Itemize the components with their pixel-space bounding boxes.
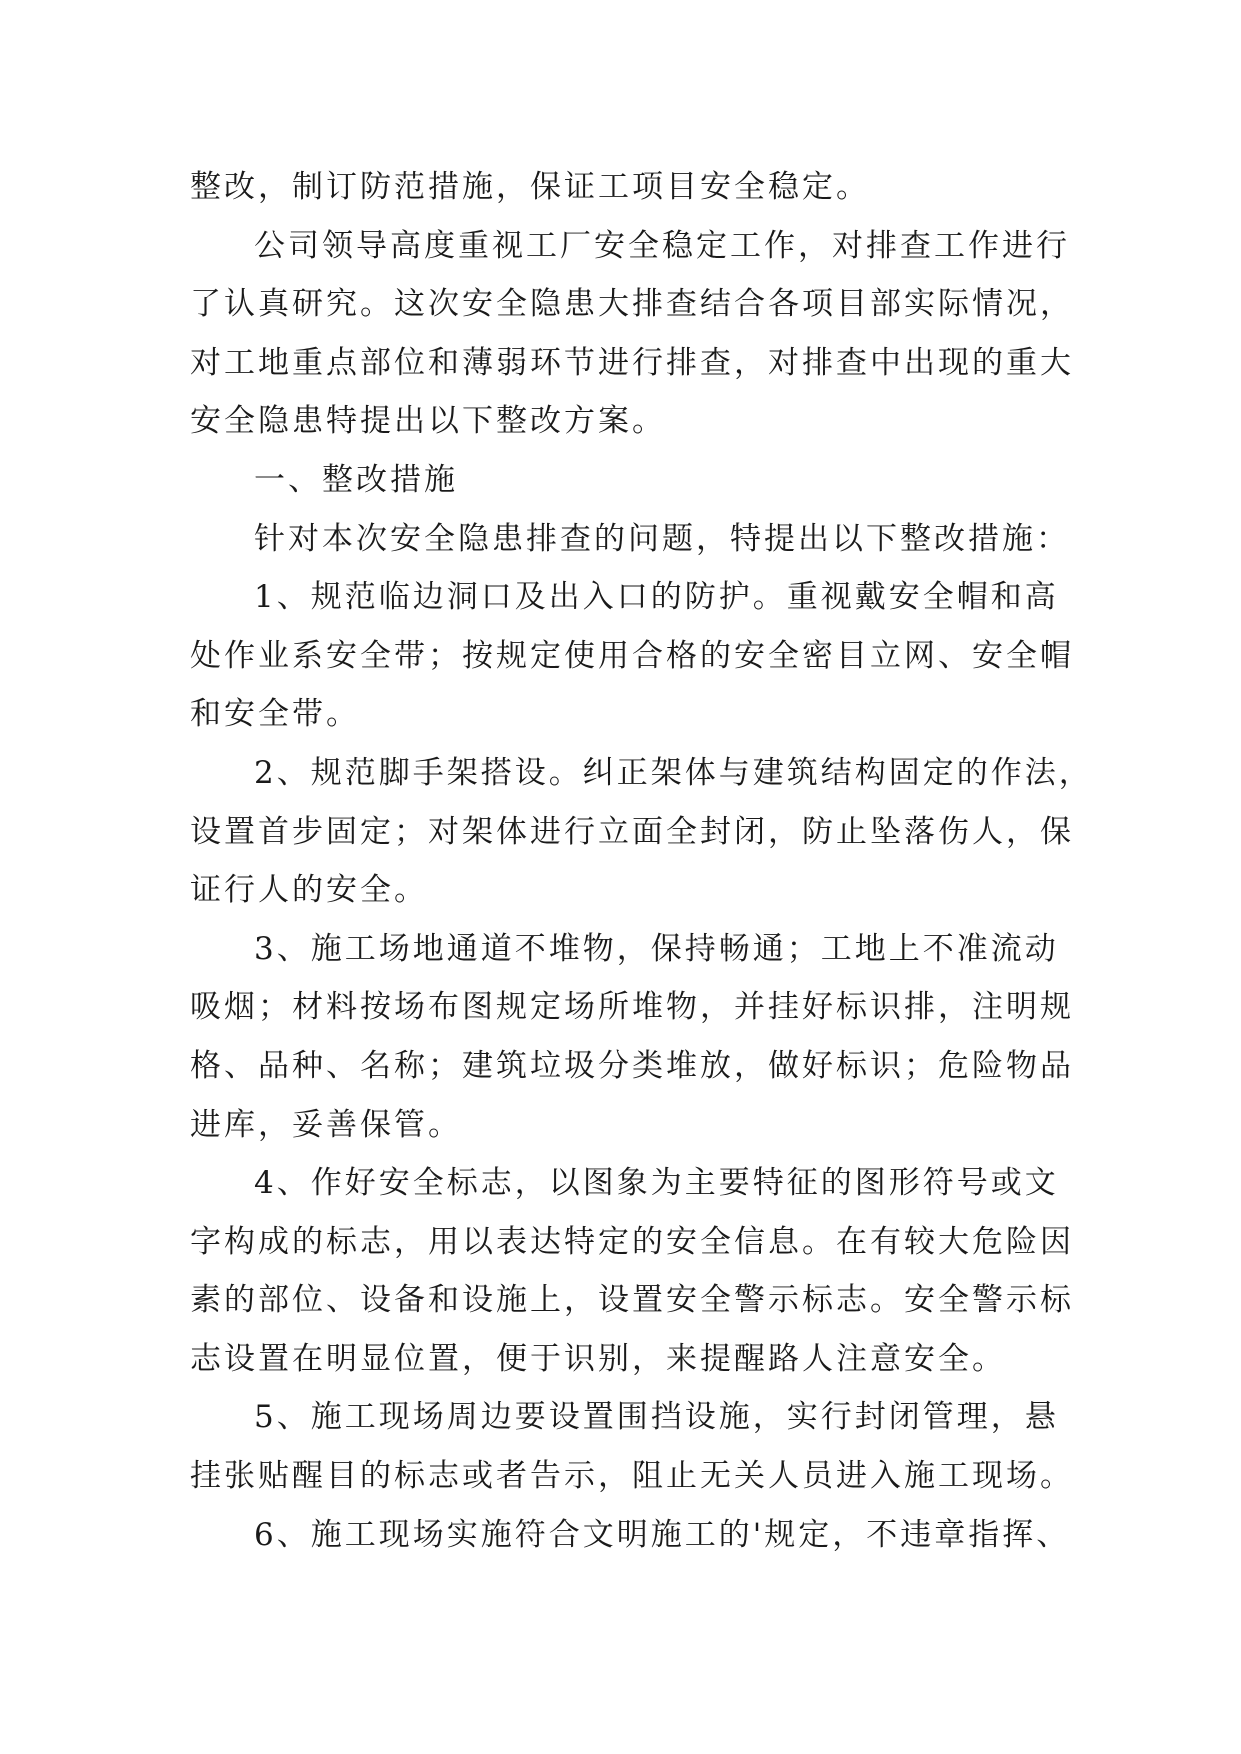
text-line: 进库，妥善保管。 (190, 1106, 462, 1143)
text-line: 证行人的安全。 (190, 872, 428, 909)
text-line: 5、施工现场周边要设置围挡设施，实行封闭管理，悬 (254, 1399, 1059, 1436)
text-line: 整改，制订防范措施，保证工项目安全稳定。 (190, 169, 870, 205)
text-line: 处作业系安全带；按规定使用合格的安全密目立网、安全帽 (190, 637, 1074, 674)
text-line: 对工地重点部位和薄弱环节进行排查，对排查中出现的重大 (190, 344, 1074, 381)
text-line: 安全隐患特提出以下整改方案。 (190, 403, 666, 440)
text-line: 志设置在明显位置，便于识别，来提醒路人注意安全。 (190, 1340, 1006, 1377)
text-line: 了认真研究。这次安全隐患大排查结合各项目部实际情况， (190, 286, 1074, 323)
text-line: 和安全带。 (190, 696, 360, 733)
text-line: 一、整改措施 (254, 461, 458, 498)
text-line: 2、规范脚手架搭设。纠正架体与建筑结构固定的作法， (254, 754, 1093, 791)
text-line: 公司领导高度重视工厂安全稳定工作，对排查工作进行 (254, 227, 1070, 264)
text-line: 1、规范临边洞口及出入口的防护。重视戴安全帽和高 (254, 579, 1059, 616)
text-line: 格、品种、名称；建筑垃圾分类堆放，做好标识；危险物品 (190, 1047, 1074, 1084)
text-line: 3、施工场地通道不堆物，保持畅通；工地上不准流动 (254, 930, 1059, 967)
text-line: 挂张贴醒目的标志或者告示，阻止无关人员进入施工现场。 (190, 1458, 1074, 1495)
text-line: 设置首步固定；对架体进行立面全封闭，防止坠落伤人，保 (190, 813, 1074, 850)
document-body (190, 158, 1093, 1564)
text-line: 素的部位、设备和设施上，设置安全警示标志。安全警示标 (190, 1282, 1074, 1319)
text-line: 吸烟；材料按场布图规定场所堆物，并挂好标识排，注明规 (190, 989, 1074, 1026)
text-line: 6、施工现场实施符合文明施工的'规定，不违章指挥、 (254, 1516, 1071, 1553)
text-line: 4、作好安全标志，以图象为主要特征的图形符号或文 (254, 1165, 1059, 1202)
text-line: 针对本次安全隐患排查的问题，特提出以下整改措施： (254, 520, 1070, 557)
text-line: 字构成的标志，用以表达特定的安全信息。在有较大危险因 (190, 1223, 1074, 1260)
